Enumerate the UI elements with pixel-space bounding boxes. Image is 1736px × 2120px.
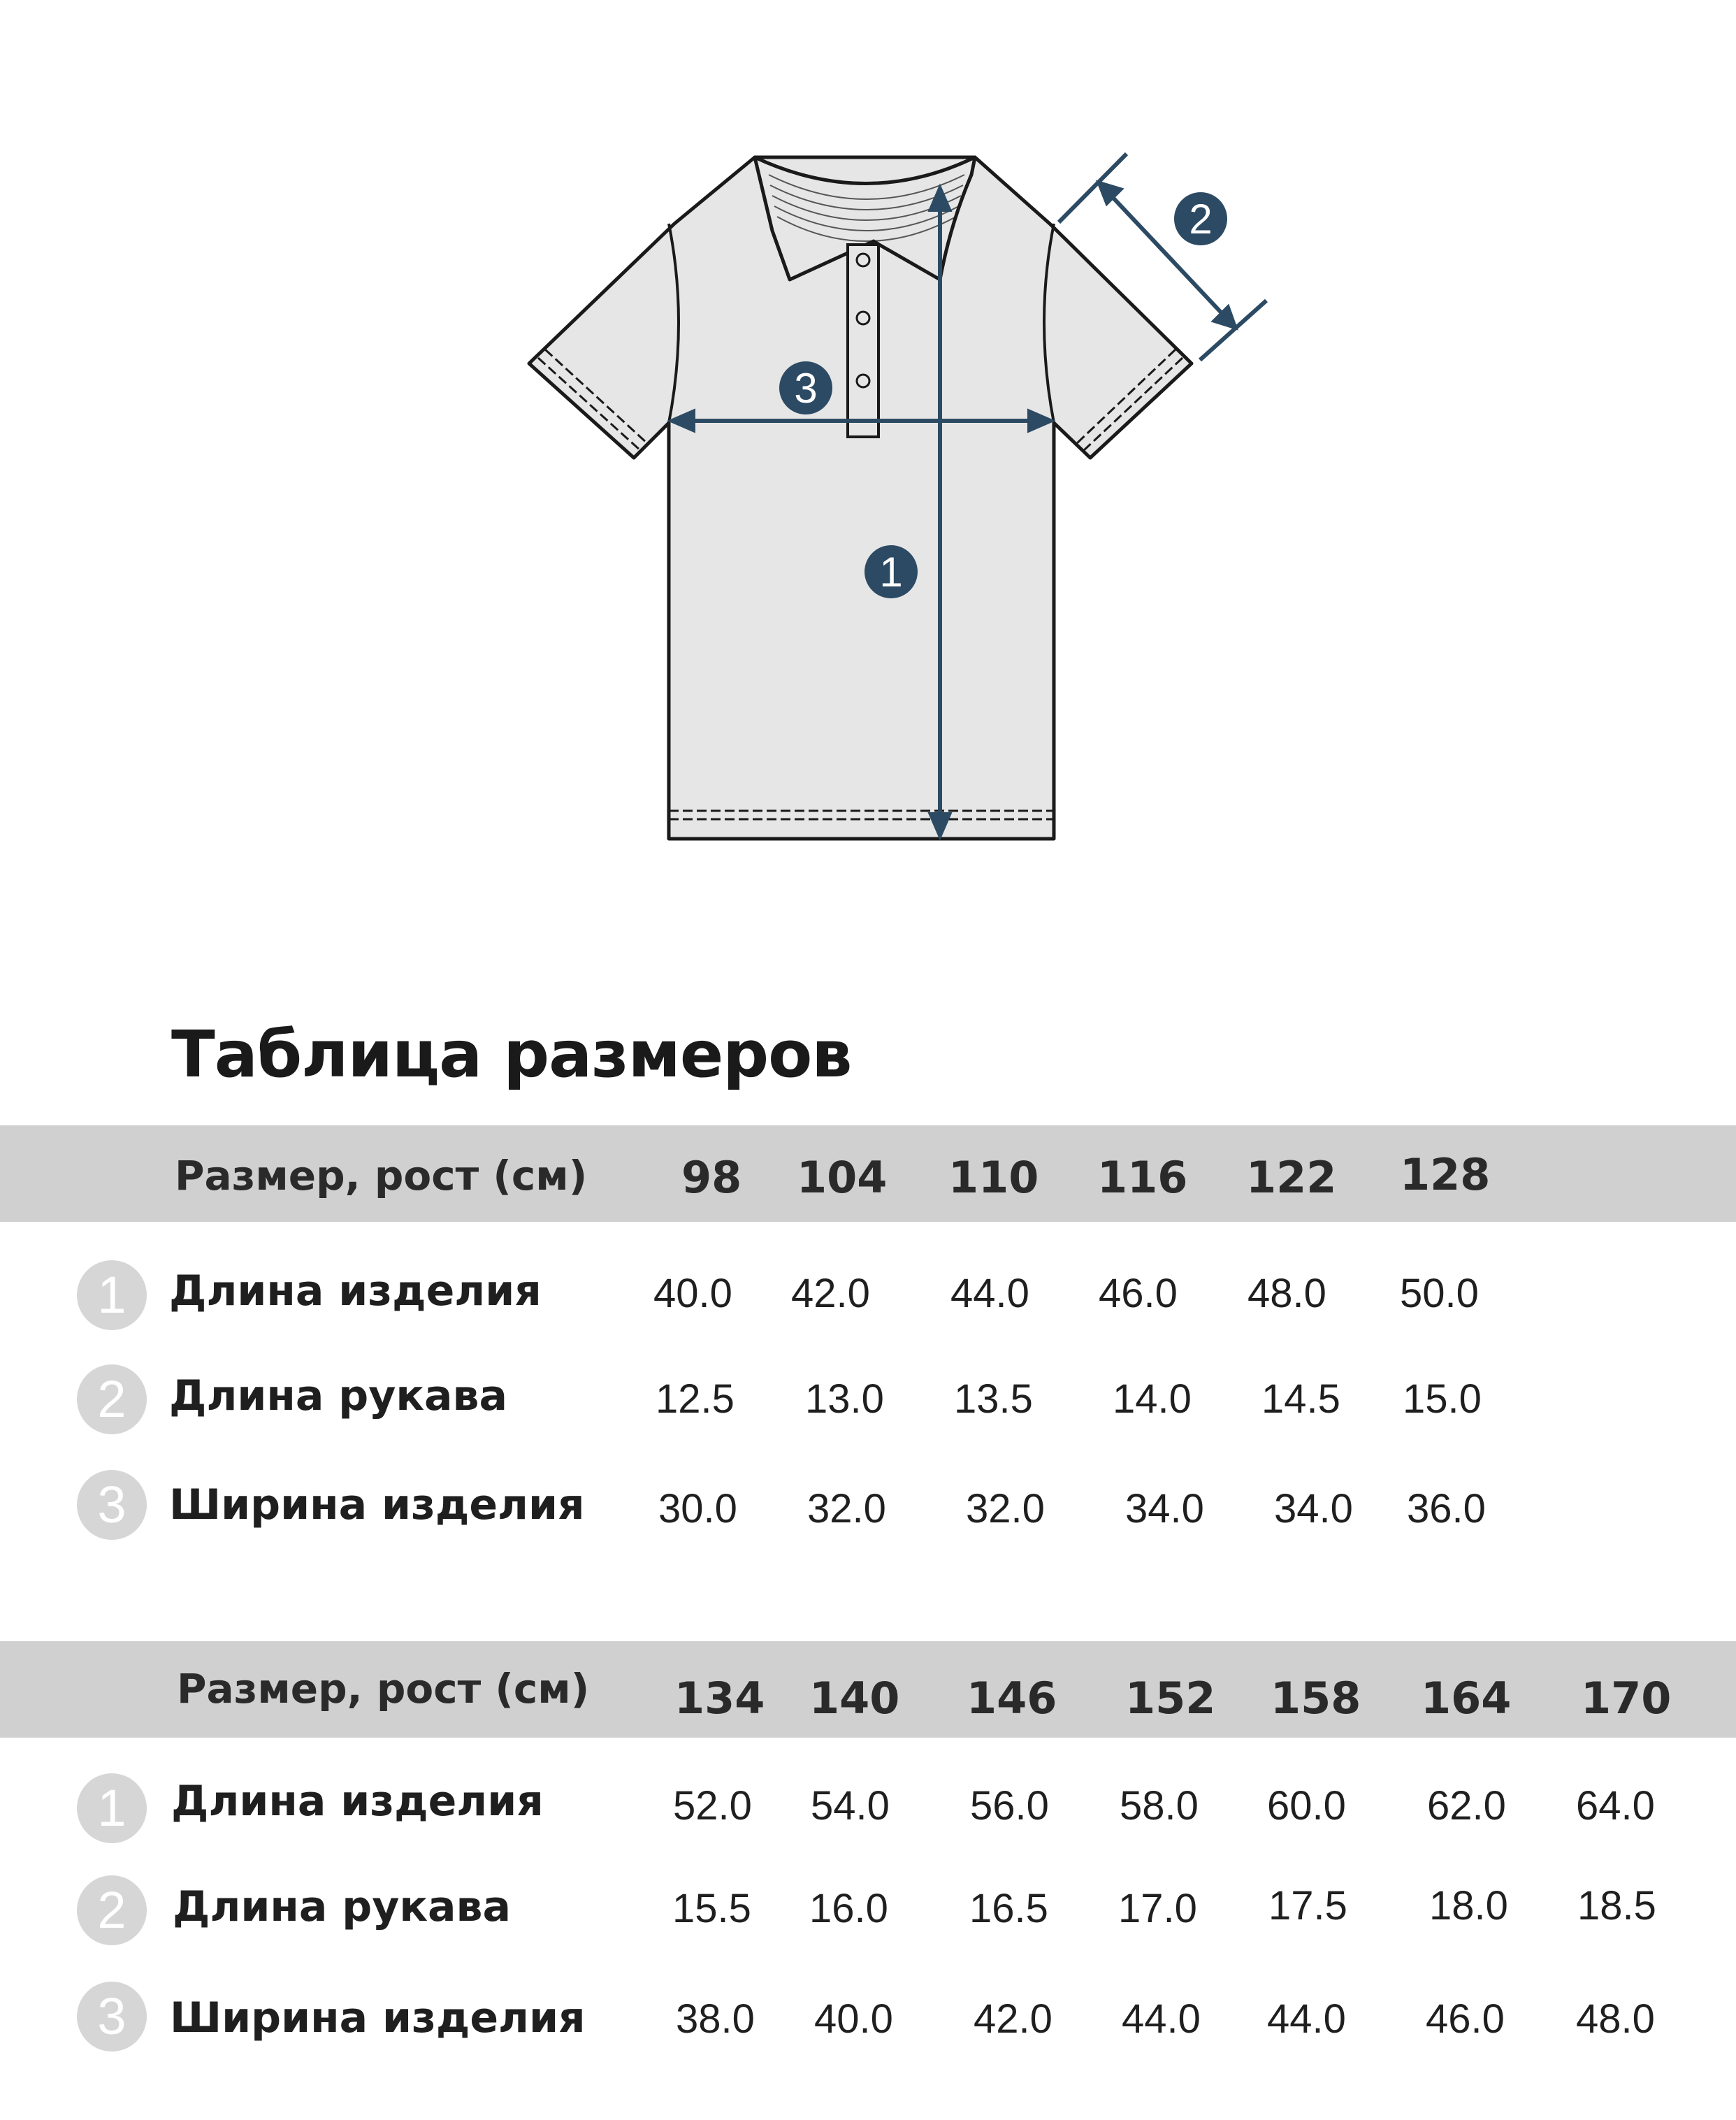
row-number-badge: 1 xyxy=(77,1260,147,1330)
row-number-badge: 2 xyxy=(77,1875,147,1945)
value-cell: 13.5 xyxy=(954,1376,1033,1422)
header-label: Размер, рост (см) xyxy=(175,1152,588,1199)
value-cell: 30.0 xyxy=(658,1486,737,1531)
size-cell: 170 xyxy=(1581,1673,1672,1724)
size-cell: 98 xyxy=(681,1152,742,1203)
table-header xyxy=(0,1641,1736,1738)
value-cell: 18.0 xyxy=(1429,1883,1508,1928)
row-label: Длина рукава xyxy=(173,1882,511,1931)
value-cell: 62.0 xyxy=(1427,1783,1506,1829)
size-cell: 152 xyxy=(1125,1673,1216,1724)
value-cell: 12.5 xyxy=(656,1376,735,1422)
value-cell: 44.0 xyxy=(1122,1996,1201,2042)
size-cell: 104 xyxy=(797,1152,888,1203)
row-label: Длина рукава xyxy=(169,1371,507,1420)
row-label: Ширина изделия xyxy=(169,1480,585,1529)
row-label: Ширина изделия xyxy=(170,1993,586,2042)
marker-2 xyxy=(1174,192,1227,245)
polo-shirt-diagram xyxy=(0,0,1736,909)
value-cell: 42.0 xyxy=(974,1996,1053,2042)
value-cell: 56.0 xyxy=(970,1783,1049,1829)
row-number-badge: 3 xyxy=(77,1470,147,1540)
value-cell: 64.0 xyxy=(1576,1783,1655,1829)
value-cell: 16.0 xyxy=(809,1886,888,1931)
value-cell: 48.0 xyxy=(1576,1996,1655,2042)
size-cell: 122 xyxy=(1246,1152,1337,1203)
value-cell: 50.0 xyxy=(1400,1271,1479,1316)
marker-3 xyxy=(779,361,832,414)
value-cell: 52.0 xyxy=(673,1783,752,1829)
value-cell: 13.0 xyxy=(805,1376,884,1422)
value-cell: 32.0 xyxy=(807,1486,886,1531)
svg-text:1: 1 xyxy=(879,549,903,596)
value-cell: 48.0 xyxy=(1247,1271,1326,1316)
row-label: Длина изделия xyxy=(171,1777,544,1826)
value-cell: 34.0 xyxy=(1125,1486,1204,1531)
marker-1 xyxy=(865,545,918,598)
value-cell: 38.0 xyxy=(676,1996,755,2042)
size-cell: 140 xyxy=(809,1673,900,1724)
placket xyxy=(848,245,878,437)
value-cell: 14.5 xyxy=(1261,1376,1340,1422)
svg-text:2: 2 xyxy=(1189,196,1213,243)
value-cell: 36.0 xyxy=(1407,1486,1486,1531)
value-cell: 16.5 xyxy=(969,1886,1048,1931)
size-cell: 110 xyxy=(948,1152,1039,1203)
value-cell: 17.5 xyxy=(1268,1883,1347,1928)
value-cell: 58.0 xyxy=(1120,1783,1199,1829)
value-cell: 44.0 xyxy=(950,1271,1029,1316)
svg-text:3: 3 xyxy=(794,365,818,412)
value-cell: 44.0 xyxy=(1267,1996,1346,2042)
value-cell: 40.0 xyxy=(653,1271,732,1316)
value-cell: 14.0 xyxy=(1113,1376,1192,1422)
page-title: Таблица размеров xyxy=(171,1017,852,1092)
value-cell: 40.0 xyxy=(814,1996,893,2042)
value-cell: 34.0 xyxy=(1274,1486,1353,1531)
size-cell: 146 xyxy=(967,1673,1057,1724)
value-cell: 60.0 xyxy=(1267,1783,1346,1829)
value-cell: 15.0 xyxy=(1403,1376,1482,1422)
row-number-badge: 2 xyxy=(77,1364,147,1434)
value-cell: 32.0 xyxy=(966,1486,1045,1531)
value-cell: 15.5 xyxy=(672,1886,751,1931)
size-cell: 158 xyxy=(1271,1673,1361,1724)
size-cell: 116 xyxy=(1097,1152,1188,1203)
size-cell: 164 xyxy=(1421,1673,1512,1724)
row-number-badge: 3 xyxy=(77,1982,147,2052)
header-label: Размер, рост (см) xyxy=(177,1665,590,1712)
row-label: Длина изделия xyxy=(169,1267,542,1315)
table-header xyxy=(0,1125,1736,1222)
row-number-badge: 1 xyxy=(77,1773,147,1843)
value-cell: 42.0 xyxy=(791,1271,870,1316)
value-cell: 18.5 xyxy=(1577,1883,1656,1928)
value-cell: 54.0 xyxy=(811,1783,890,1829)
value-cell: 46.0 xyxy=(1099,1271,1178,1316)
value-cell: 46.0 xyxy=(1426,1996,1505,2042)
value-cell: 17.0 xyxy=(1118,1886,1197,1931)
size-cell: 128 xyxy=(1400,1149,1491,1200)
size-cell: 134 xyxy=(674,1673,765,1724)
